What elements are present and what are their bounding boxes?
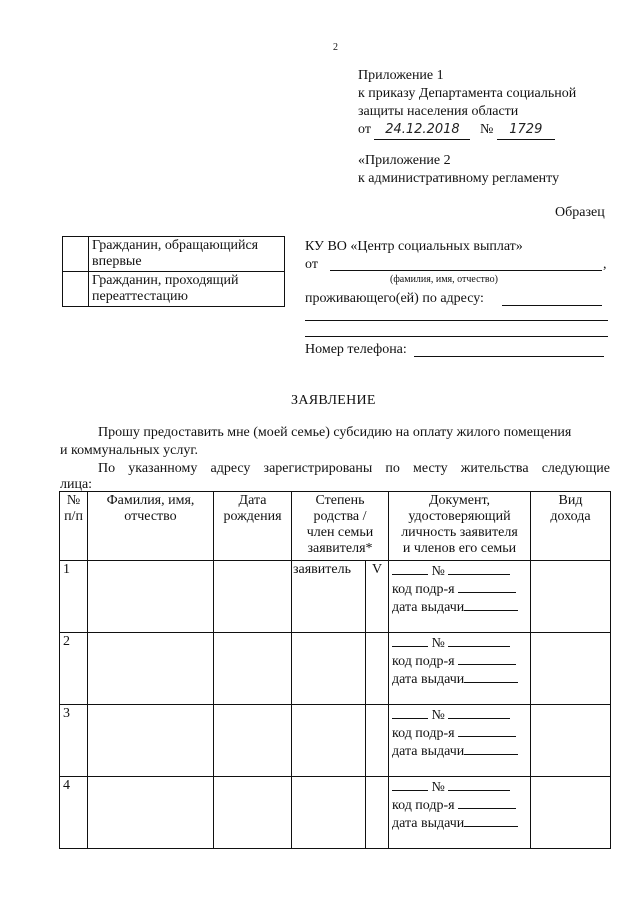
- status-checkbox-recertification[interactable]: [63, 272, 89, 307]
- paragraph2-line1: По указанному адресу зарегистрированы по месту жительства следующие: [98, 461, 610, 476]
- relationship-cell[interactable]: заявитель: [292, 561, 366, 633]
- header-full-name: Фамилия, имя, отчество: [88, 492, 214, 561]
- income-type-cell[interactable]: [531, 561, 611, 633]
- status-option: [63, 272, 285, 307]
- row-number: 2: [60, 633, 88, 705]
- appendix2-block: [358, 152, 559, 188]
- paragraph1-line1: Прошу предоставить мне (моей семье) субсидию на оплату жилого помещения: [98, 425, 572, 440]
- paragraph1-line2: и коммунальных услуг.: [60, 443, 198, 458]
- fio-hint: (фамилия, имя, отчество): [390, 274, 498, 285]
- header-birth-date: Дата рождения: [214, 492, 292, 561]
- applicant-status-table: [62, 236, 285, 307]
- document-title: ЗАЯВЛЕНИЕ: [291, 393, 376, 408]
- row-number: 3: [60, 705, 88, 777]
- mark-cell[interactable]: [366, 777, 389, 849]
- appendix1-line3: защиты населения области: [358, 104, 519, 119]
- table-row: [60, 633, 611, 705]
- row-number: 1: [60, 561, 88, 633]
- relationship-cell[interactable]: [292, 777, 366, 849]
- order-date: 24.12.2018: [374, 121, 470, 140]
- document-cell[interactable]: № код подр-я дата выдачи: [389, 705, 531, 777]
- table-header-row: [60, 492, 611, 561]
- row-number: 4: [60, 777, 88, 849]
- birth-date-cell[interactable]: [214, 633, 292, 705]
- birth-date-cell[interactable]: [214, 777, 292, 849]
- paragraph2-line2: лица:: [60, 477, 93, 492]
- appendix1-block: [358, 67, 576, 140]
- address-field-2[interactable]: [305, 320, 608, 321]
- address-field-3[interactable]: [305, 336, 608, 337]
- income-type-cell[interactable]: [531, 705, 611, 777]
- number-prefix: №: [479, 122, 494, 137]
- birth-date-cell[interactable]: [214, 561, 292, 633]
- appendix1-line2: к приказу Департамента социальной: [358, 86, 577, 101]
- document-cell[interactable]: № код подр-я дата выдачи: [389, 777, 531, 849]
- status-option: [63, 237, 285, 272]
- from-label: от: [305, 257, 318, 272]
- address-label: проживающего(ей) по адресу:: [305, 291, 484, 306]
- status-label-recertification: Гражданин, проходящий переаттестацию: [89, 272, 285, 307]
- mark-cell[interactable]: [366, 705, 389, 777]
- full-name-cell[interactable]: [88, 777, 214, 849]
- document-cell[interactable]: № код подр-я дата выдачи: [389, 561, 531, 633]
- relationship-cell[interactable]: [292, 633, 366, 705]
- income-type-cell[interactable]: [531, 777, 611, 849]
- phone-field[interactable]: [414, 356, 604, 357]
- header-identity-document: Документ, удостоверяющий личность заявителя и членов его семьи: [389, 492, 531, 561]
- address-field-1[interactable]: [502, 305, 602, 306]
- status-checkbox-first-time[interactable]: [63, 237, 89, 272]
- table-row: [60, 561, 611, 633]
- date-prefix: от: [358, 122, 371, 137]
- page-number: 2: [333, 42, 338, 53]
- addressee-org: КУ ВО «Центр социальных выплат»: [305, 239, 523, 254]
- header-income-type: Вид дохода: [531, 492, 611, 561]
- full-name-cell[interactable]: [88, 561, 214, 633]
- header-relationship: Степень родства / член семьи заявителя*: [292, 492, 389, 561]
- full-name-cell[interactable]: [88, 633, 214, 705]
- status-label-first-time: Гражданин, обращающийся впервые: [89, 237, 285, 272]
- table-row: [60, 705, 611, 777]
- mark-cell[interactable]: V: [366, 561, 389, 633]
- appendix1-line1: Приложение 1: [358, 68, 444, 83]
- sample-label: Образец: [555, 205, 605, 220]
- appendix1-date-line: [358, 121, 576, 140]
- registered-persons-table: [59, 491, 611, 849]
- order-number: 1729: [497, 121, 555, 140]
- applicant-name-field[interactable]: [330, 270, 602, 271]
- document-cell[interactable]: № код подр-я дата выдачи: [389, 633, 531, 705]
- appendix2-line2: к административному регламенту: [358, 171, 560, 186]
- header-number: № п/п: [60, 492, 88, 561]
- phone-label: Номер телефона:: [305, 342, 407, 357]
- relationship-cell[interactable]: [292, 705, 366, 777]
- appendix2-line1: «Приложение 2: [358, 153, 451, 168]
- mark-cell[interactable]: [366, 633, 389, 705]
- birth-date-cell[interactable]: [214, 705, 292, 777]
- income-type-cell[interactable]: [531, 633, 611, 705]
- table-row: [60, 777, 611, 849]
- full-name-cell[interactable]: [88, 705, 214, 777]
